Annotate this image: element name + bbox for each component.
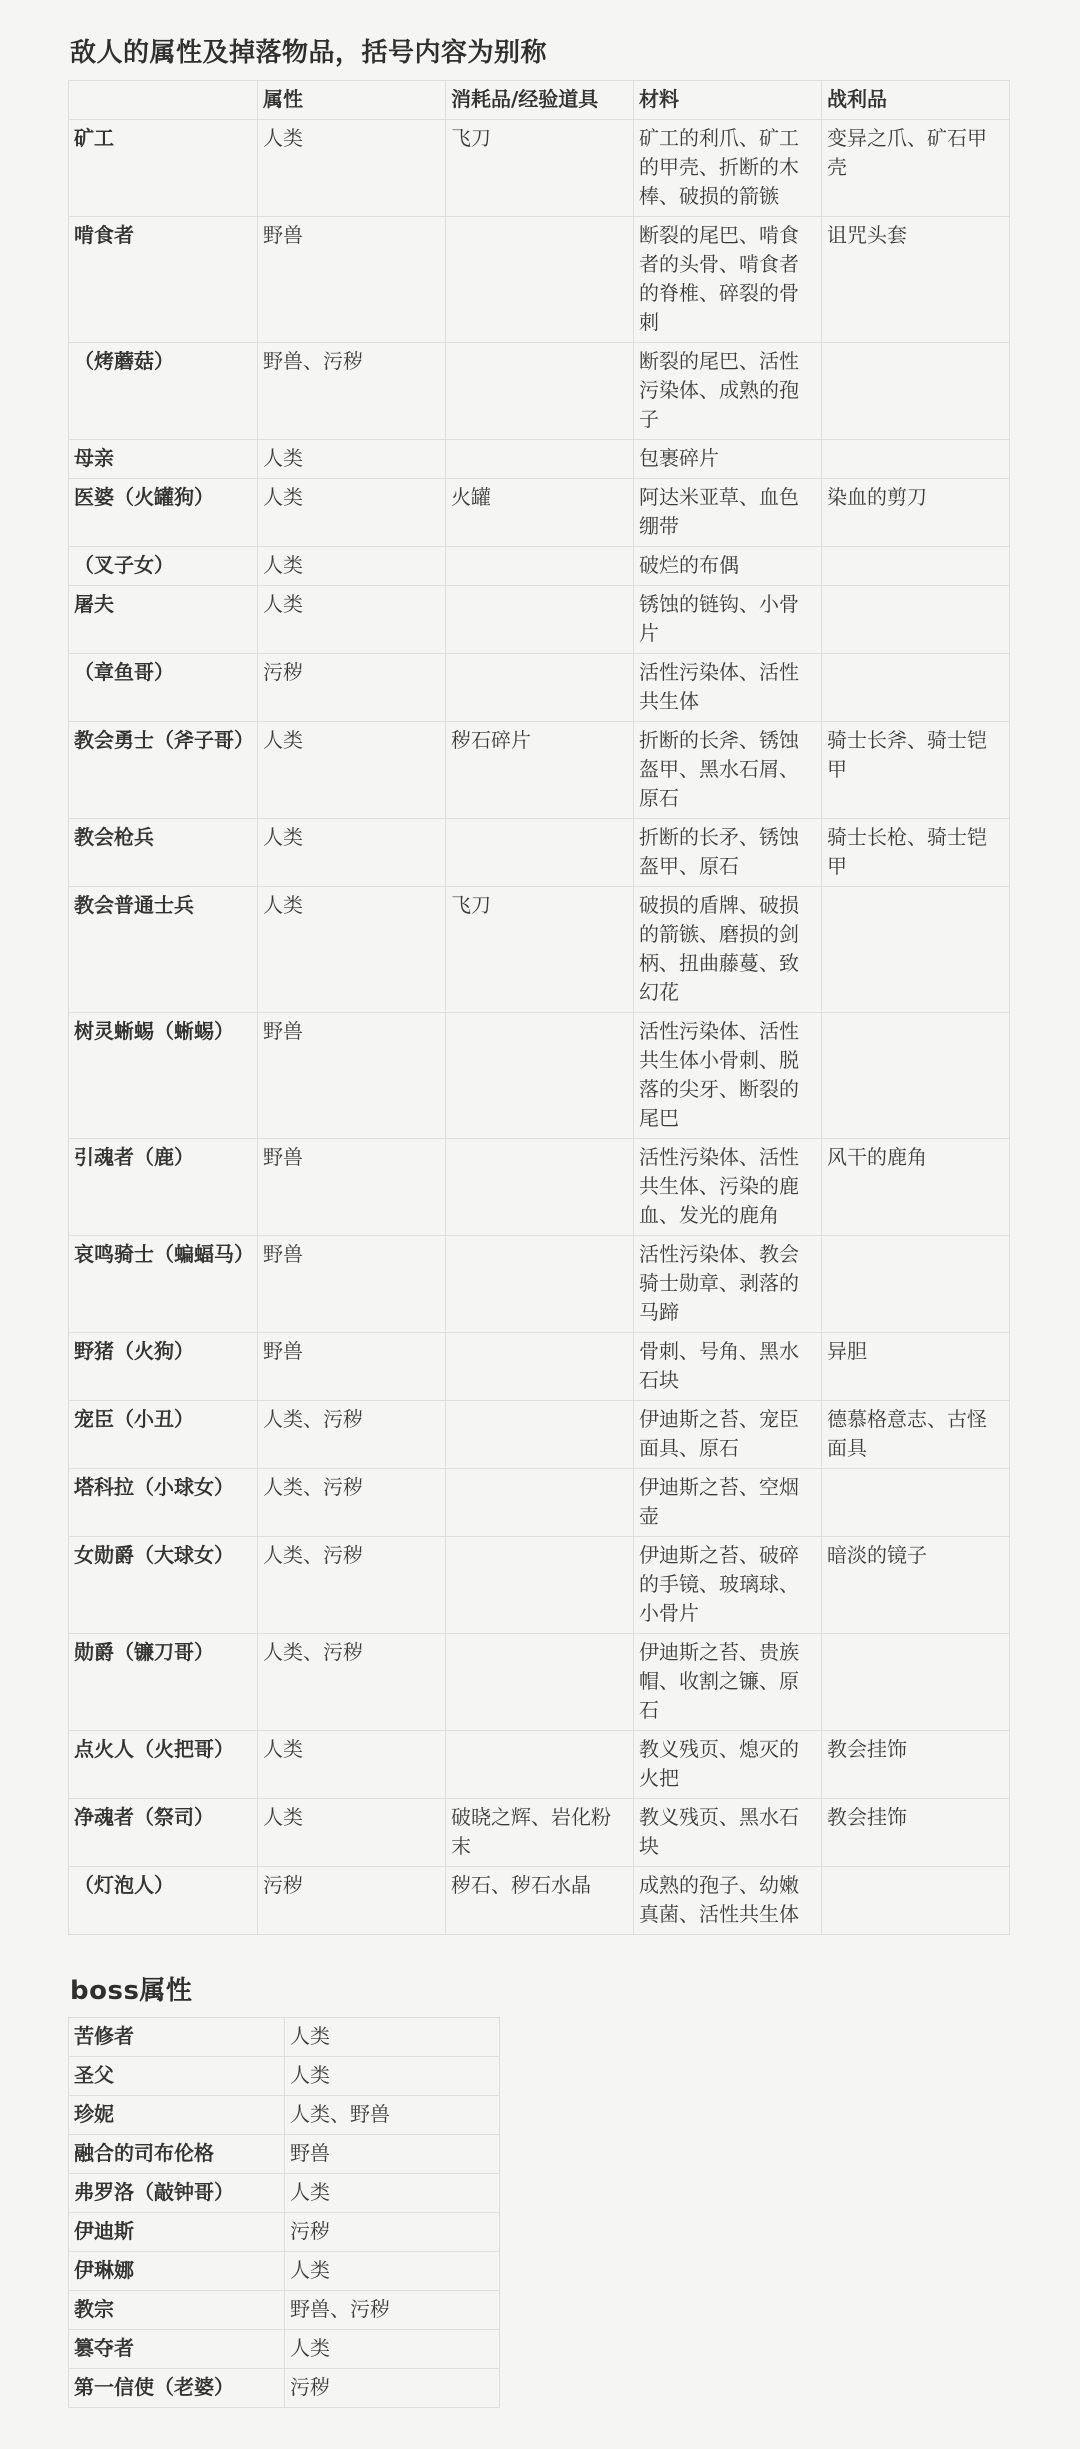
enemy-consumables — [446, 440, 634, 479]
enemy-materials: 骨刺、号角、黑水石块 — [634, 1333, 822, 1401]
boss-name: 篡夺者 — [69, 2330, 285, 2369]
enemy-table-header — [69, 81, 1010, 120]
table-row — [69, 217, 1010, 343]
enemy-name: 点火人（火把哥） — [69, 1731, 258, 1799]
enemy-loot: 暗淡的镜子 — [822, 1537, 1010, 1634]
enemy-loot — [822, 440, 1010, 479]
enemy-materials: 锈蚀的链钩、小骨片 — [634, 586, 822, 654]
enemy-consumables — [446, 1537, 634, 1634]
table-row — [69, 722, 1010, 819]
boss-name: 教宗 — [69, 2291, 285, 2330]
table-row — [69, 819, 1010, 887]
enemy-consumables — [446, 1731, 634, 1799]
table-row — [69, 2135, 500, 2174]
enemy-loot — [822, 1634, 1010, 1731]
enemy-loot — [822, 1867, 1010, 1935]
enemy-attribute: 人类 — [258, 479, 446, 547]
table-row — [69, 479, 1010, 547]
enemy-attribute: 人类 — [258, 586, 446, 654]
table-row — [69, 1469, 1010, 1537]
enemy-loot: 染血的剪刀 — [822, 479, 1010, 547]
table-row — [69, 586, 1010, 654]
boss-attribute: 污秽 — [285, 2369, 500, 2408]
boss-name: 第一信使（老婆） — [69, 2369, 285, 2408]
enemy-attribute: 野兽、污秽 — [258, 343, 446, 440]
boss-section-title: boss属性 — [70, 1976, 193, 2006]
header-consumables: 消耗品/经验道具 — [446, 81, 634, 120]
enemy-name: 哀鸣骑士（蝙蝠马） — [69, 1236, 258, 1333]
table-row — [69, 2291, 500, 2330]
boss-attribute: 人类 — [285, 2057, 500, 2096]
enemy-materials: 断裂的尾巴、活性污染体、成熟的孢子 — [634, 343, 822, 440]
enemy-attribute: 野兽 — [258, 217, 446, 343]
table-row — [69, 1537, 1010, 1634]
enemy-loot — [822, 343, 1010, 440]
enemy-attribute: 人类、污秽 — [258, 1634, 446, 1731]
enemy-name: 净魂者（祭司） — [69, 1799, 258, 1867]
enemy-materials: 活性污染体、活性共生体 — [634, 654, 822, 722]
enemy-consumables: 飞刀 — [446, 887, 634, 1013]
boss-name: 伊迪斯 — [69, 2213, 285, 2252]
table-row — [69, 2213, 500, 2252]
enemy-consumables — [446, 1013, 634, 1139]
header-loot: 战利品 — [822, 81, 1010, 120]
boss-name: 弗罗洛（敲钟哥） — [69, 2174, 285, 2213]
enemy-loot — [822, 547, 1010, 586]
enemy-consumables — [446, 343, 634, 440]
enemy-name: 野猪（火狗） — [69, 1333, 258, 1401]
enemy-name: （灯泡人） — [69, 1867, 258, 1935]
enemy-attribute: 人类 — [258, 120, 446, 217]
enemy-name: 树灵蜥蜴（蜥蜴） — [69, 1013, 258, 1139]
boss-attribute: 人类 — [285, 2174, 500, 2213]
boss-attribute: 野兽、污秽 — [285, 2291, 500, 2330]
enemy-name: 宠臣（小丑） — [69, 1401, 258, 1469]
enemy-materials: 折断的长斧、锈蚀盔甲、黑水石屑、原石 — [634, 722, 822, 819]
enemy-loot — [822, 887, 1010, 1013]
enemy-materials: 矿工的利爪、矿工的甲壳、折断的木棒、破损的箭镞 — [634, 120, 822, 217]
table-row — [69, 2369, 500, 2408]
enemy-loot — [822, 654, 1010, 722]
boss-attribute: 人类 — [285, 2018, 500, 2057]
enemy-materials: 活性污染体、教会骑士勋章、剥落的马蹄 — [634, 1236, 822, 1333]
enemy-loot: 骑士长斧、骑士铠甲 — [822, 722, 1010, 819]
enemy-materials: 断裂的尾巴、啃食者的头骨、啃食者的脊椎、碎裂的骨刺 — [634, 217, 822, 343]
enemy-loot: 变异之爪、矿石甲壳 — [822, 120, 1010, 217]
enemy-loot: 教会挂饰 — [822, 1799, 1010, 1867]
enemy-materials: 伊迪斯之苔、贵族帽、收割之镰、原石 — [634, 1634, 822, 1731]
enemy-attribute: 人类 — [258, 1799, 446, 1867]
table-row — [69, 1799, 1010, 1867]
enemy-name: （烤蘑菇） — [69, 343, 258, 440]
enemy-materials: 活性污染体、活性共生体小骨刺、脱落的尖牙、断裂的尾巴 — [634, 1013, 822, 1139]
enemy-materials: 折断的长矛、锈蚀盔甲、原石 — [634, 819, 822, 887]
boss-attribute: 人类 — [285, 2330, 500, 2369]
enemy-loot — [822, 1236, 1010, 1333]
header-materials: 材料 — [634, 81, 822, 120]
enemy-attribute: 人类、污秽 — [258, 1401, 446, 1469]
enemy-name: 教会勇士（斧子哥） — [69, 722, 258, 819]
enemy-attribute: 人类 — [258, 440, 446, 479]
enemy-consumables — [446, 547, 634, 586]
enemy-materials: 破损的盾牌、破损的箭镞、磨损的剑柄、扭曲藤蔓、致幻花 — [634, 887, 822, 1013]
enemy-loot: 教会挂饰 — [822, 1731, 1010, 1799]
boss-attribute: 野兽 — [285, 2135, 500, 2174]
table-row — [69, 1236, 1010, 1333]
enemy-consumables — [446, 586, 634, 654]
enemy-attribute: 野兽 — [258, 1139, 446, 1236]
enemy-attribute: 人类、污秽 — [258, 1469, 446, 1537]
enemy-consumables — [446, 1139, 634, 1236]
enemy-name: 引魂者（鹿） — [69, 1139, 258, 1236]
table-row — [69, 1013, 1010, 1139]
header-name — [69, 81, 258, 120]
table-row — [69, 2174, 500, 2213]
enemy-loot — [822, 586, 1010, 654]
boss-name: 融合的司布伦格 — [69, 2135, 285, 2174]
enemy-consumables — [446, 1333, 634, 1401]
boss-attribute: 人类、野兽 — [285, 2096, 500, 2135]
enemy-loot — [822, 1013, 1010, 1139]
enemy-loot: 德慕格意志、古怪面具 — [822, 1401, 1010, 1469]
enemy-consumables: 秽石、秽石水晶 — [446, 1867, 634, 1935]
enemy-materials: 破烂的布偶 — [634, 547, 822, 586]
enemy-loot: 诅咒头套 — [822, 217, 1010, 343]
enemy-loot: 骑士长枪、骑士铠甲 — [822, 819, 1010, 887]
enemy-consumables — [446, 217, 634, 343]
enemy-attribute: 人类 — [258, 819, 446, 887]
boss-attribute: 污秽 — [285, 2213, 500, 2252]
enemy-materials: 活性污染体、活性共生体、污染的鹿血、发光的鹿角 — [634, 1139, 822, 1236]
table-row — [69, 440, 1010, 479]
table-row — [69, 1401, 1010, 1469]
enemy-consumables — [446, 819, 634, 887]
enemy-consumables — [446, 1401, 634, 1469]
enemy-name: 教会普通士兵 — [69, 887, 258, 1013]
enemy-consumables: 秽石碎片 — [446, 722, 634, 819]
enemy-loot — [822, 1469, 1010, 1537]
enemy-name: 矿工 — [69, 120, 258, 217]
boss-name: 苦修者 — [69, 2018, 285, 2057]
enemy-name: 塔科拉（小球女） — [69, 1469, 258, 1537]
enemy-materials: 教义残页、黑水石块 — [634, 1799, 822, 1867]
enemy-materials: 伊迪斯之苔、空烟壶 — [634, 1469, 822, 1537]
enemy-loot: 异胆 — [822, 1333, 1010, 1401]
enemy-attribute: 野兽 — [258, 1013, 446, 1139]
enemy-name: 女勋爵（大球女） — [69, 1537, 258, 1634]
boss-name: 珍妮 — [69, 2096, 285, 2135]
enemy-materials: 伊迪斯之苔、宠臣面具、原石 — [634, 1401, 822, 1469]
enemy-materials: 阿达米亚草、血色绷带 — [634, 479, 822, 547]
enemy-loot: 风干的鹿角 — [822, 1139, 1010, 1236]
table-row — [69, 1634, 1010, 1731]
boss-name: 圣父 — [69, 2057, 285, 2096]
table-row — [69, 343, 1010, 440]
enemy-consumables: 火罐 — [446, 479, 634, 547]
enemy-consumables — [446, 1469, 634, 1537]
table-row — [69, 120, 1010, 217]
enemy-materials: 成熟的孢子、幼嫩真菌、活性共生体 — [634, 1867, 822, 1935]
table-row — [69, 2018, 500, 2057]
enemy-materials: 包裹碎片 — [634, 440, 822, 479]
boss-name: 伊琳娜 — [69, 2252, 285, 2291]
boss-attribute: 人类 — [285, 2252, 500, 2291]
table-row — [69, 887, 1010, 1013]
table-row — [69, 1731, 1010, 1799]
table-row — [69, 2096, 500, 2135]
enemy-name: 屠夫 — [69, 586, 258, 654]
enemy-name: （章鱼哥） — [69, 654, 258, 722]
enemy-name: （叉子女） — [69, 547, 258, 586]
enemy-name: 教会枪兵 — [69, 819, 258, 887]
table-row — [69, 1333, 1010, 1401]
enemy-attribute: 人类 — [258, 722, 446, 819]
enemy-materials: 教义残页、熄灭的火把 — [634, 1731, 822, 1799]
header-attribute: 属性 — [258, 81, 446, 120]
enemy-name: 医婆（火罐狗） — [69, 479, 258, 547]
enemy-attribute: 野兽 — [258, 1333, 446, 1401]
table-row — [69, 547, 1010, 586]
table-row — [69, 1139, 1010, 1236]
enemy-consumables — [446, 654, 634, 722]
table-row — [69, 2330, 500, 2369]
enemy-consumables: 飞刀 — [446, 120, 634, 217]
enemy-attribute: 人类、污秽 — [258, 1537, 446, 1634]
enemy-materials: 伊迪斯之苔、破碎的手镜、玻璃球、小骨片 — [634, 1537, 822, 1634]
enemy-attribute: 野兽 — [258, 1236, 446, 1333]
enemy-consumables — [446, 1236, 634, 1333]
enemy-name: 啃食者 — [69, 217, 258, 343]
enemy-section-title: 敌人的属性及掉落物品，括号内容为别称 — [70, 38, 548, 68]
boss-table — [68, 2017, 500, 2408]
enemy-attribute: 污秽 — [258, 654, 446, 722]
table-row — [69, 2252, 500, 2291]
enemy-consumables — [446, 1634, 634, 1731]
enemy-attribute: 人类 — [258, 547, 446, 586]
enemy-table — [68, 80, 1010, 1935]
enemy-attribute: 污秽 — [258, 1867, 446, 1935]
enemy-name: 勋爵（镰刀哥） — [69, 1634, 258, 1731]
table-row — [69, 654, 1010, 722]
enemy-attribute: 人类 — [258, 1731, 446, 1799]
enemy-name: 母亲 — [69, 440, 258, 479]
enemy-consumables: 破晓之辉、岩化粉末 — [446, 1799, 634, 1867]
table-row — [69, 1867, 1010, 1935]
table-row — [69, 2057, 500, 2096]
enemy-attribute: 人类 — [258, 887, 446, 1013]
